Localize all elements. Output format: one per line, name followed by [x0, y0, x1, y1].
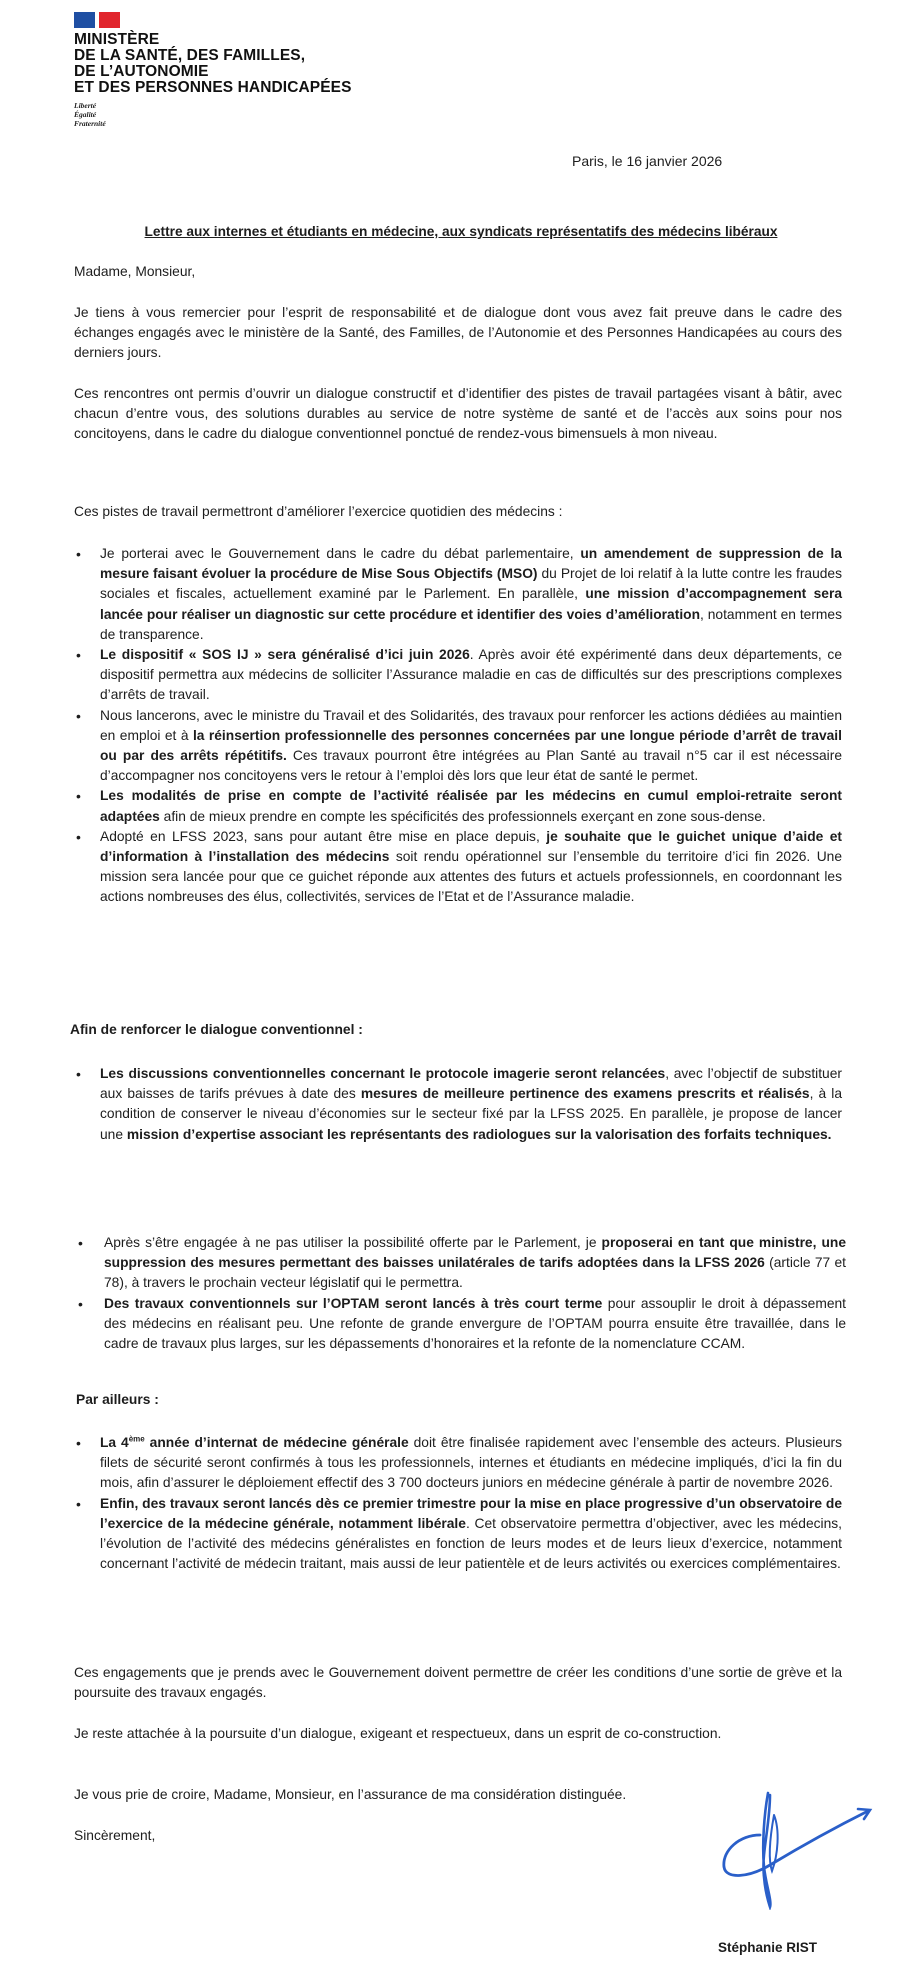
ministry-line: MINISTÈRE	[74, 31, 160, 48]
bold-text: une mission d’accompagnement sera lancée pour réaliser un diagnostic sur cette procédure et identifier des voies d’amélioration	[100, 586, 842, 622]
section2-title: Afin de renforcer le dialogue conventionnel :	[70, 1022, 363, 1037]
text-segment: Nous lancerons, avec le ministre du Travail et des Solidarités, des travaux pour renforcer les actions dédiées au maintien en emploi et à	[100, 707, 842, 743]
intro-paragraph: Je tiens à vous remercier pour l’esprit de responsabilité et de dialogue dont vous avez fait preuve dans le cadre des échanges engagés avec le ministère de la Santé, des Familles, de l’Autonomie et des Personnes Handicapées au cours des derniers jours.	[74, 305, 842, 361]
closing-paragraph: Je reste attachée à la poursuite d’un dialogue, exigeant et respectueux, dans un esprit de co-construction.	[74, 1726, 722, 1741]
handwritten-signature	[690, 1775, 890, 1910]
section1-list	[74, 544, 842, 908]
ministry-line: DE L’AUTONOMIE	[74, 63, 209, 80]
bold-text: mission d’expertise associant les représentants des radiologues sur la valorisation des forfaits techniques.	[126, 1126, 832, 1142]
bold-text: proposerai en tant que ministre, une suppression des mesures permettant des baisses unilatérales de tarifs adoptées dans la LFSS 2026	[104, 1235, 847, 1271]
text-segment: doit être finalisée rapidement avec l’ensemble des acteurs. Plusieurs filets de sécurité seront confirmés à tous les professionnels, internes et étudiants en médecine impliqués, d’ici la fin du mois, afin d’assurer le déploiement effectif des 3 700 docteurs juniors en médecine générale à partir de novembre 2026.	[100, 1435, 842, 1491]
bold-text: Enfin, des travaux seront lancés dès ce premier trimestre pour la mise en place progressive d’un observatoire de l’exercice de la médecine générale, notamment libérale	[100, 1495, 842, 1531]
bullet-item	[74, 706, 842, 787]
bullet-item	[74, 1064, 842, 1145]
intro-paragraph: Ces rencontres ont permis d’ouvrir un dialogue constructif et d’identifier des pistes de travail partagées visant à bâtir, avec chacun d’entre vous, des solutions durables au service de notre système de santé et de l’accès aux soins pour nos concitoyens, dans le cadre du dialogue conventionnel ponctué de rendez-vous bimensuels à mon niveau.	[74, 386, 842, 442]
text-segment: du Projet de loi relatif à la lutte contre les fraudes sociales et fiscales, actuellement examiné par le Parlement. En parallèle,	[100, 566, 843, 602]
text-segment: Adopté en LFSS 2023, sans pour autant être mise en place depuis,	[100, 828, 547, 844]
bold-text: un amendement de suppression de la mesure faisant évoluer la procédure de Mise Sous Objectifs (MSO)	[100, 546, 842, 582]
text-segment: Je porterai avec le Gouvernement dans le cadre du débat parlementaire,	[100, 546, 581, 561]
bullet-item	[74, 1494, 842, 1575]
motto-line: Liberté	[74, 101, 97, 110]
sign-off: Sincèrement,	[74, 1828, 156, 1843]
text-segment: afin de mieux prendre en compte les spécificités des professionnels exerçant en zone sous-dense.	[159, 808, 766, 824]
salutation: Madame, Monsieur,	[74, 264, 196, 279]
ministry-line: ET DES PERSONNES HANDICAPÉES	[74, 79, 352, 96]
bullet-item	[74, 1433, 842, 1494]
signature-loop	[724, 1811, 868, 1875]
bullet-item	[74, 827, 842, 908]
bold-text: La 4	[100, 1435, 129, 1450]
bold-text: Des travaux conventionnels sur l’OPTAM seront lancés à très court terme	[104, 1295, 603, 1311]
letter-date: Paris, le 16 janvier 2026	[572, 153, 723, 169]
bold-text: je souhaite que le guichet unique d’aide et d’information à l’installation des médecins	[100, 828, 842, 865]
text-segment: Après s’être engagée à ne pas utiliser la possibilité offerte par le Parlement, je	[104, 1235, 602, 1250]
intro-paragraph: Ces pistes de travail permettront d’améliorer l’exercice quotidien des médecins :	[74, 504, 563, 519]
text-segment: (article 77 et 78), à travers le prochain vecteur législatif qui le permettra.	[104, 1255, 846, 1291]
section2b-list	[76, 1233, 846, 1354]
bold-text: Les modalités de prise en compte de l’activité réalisée par les médecins en cumul emploi-retraite seront adaptées	[100, 788, 842, 824]
text-segment: . Cet observatoire permettra d’objectiver, avec les médecins, l’évolution de l’activité des médecins généralistes en fonction de leurs modes et de leurs lieux d’exercice, notamment concernant l’activité de médecin traitant, mais aussi de leur patientèle et de leurs activités ou exercices complémentaires.	[100, 1515, 842, 1572]
bold-text: année d’internat de médecine générale	[144, 1435, 409, 1450]
bullet-item	[76, 1294, 846, 1355]
republic-motto	[74, 101, 352, 128]
text-segment: . Après avoir été expérimenté dans deux départements, ce dispositif permettra aux médecins de solliciter l’Assurance maladie en cas de difficultés sur des prescriptions complexes d’arrêts de travail.	[100, 647, 842, 703]
bold-text: mesures de meilleure pertinence des examens prescrits et réalisés	[360, 1086, 810, 1102]
letter-subject: Lettre aux internes et étudiants en médecine, aux syndicats représentatifs des médecins libéraux	[144, 224, 778, 239]
bold-text: la réinsertion professionnelle des personnes concernées par une longue période d’arrêt de travail ou par des arrêts répétitifs.	[100, 727, 842, 764]
bold-text: Le dispositif « SOS IJ » sera généralisé d’ici juin 2026	[100, 647, 470, 663]
flag-blue-panel	[74, 12, 95, 28]
bullet-item	[76, 1233, 846, 1294]
motto-line: Égalité	[74, 110, 97, 119]
text-segment: Ces travaux pourront être intégrées au Plan Santé au travail n°5 car il est nécessaire d’accompagner nos concitoyens vers le retour à l’emploi dès lors que leur état de santé le permet.	[100, 748, 842, 784]
section3-list	[74, 1433, 842, 1574]
closing-paragraph: Ces engagements que je prends avec le Gouvernement doivent permettre de créer les conditions d’une sortie de grève et la poursuite des travaux engagés.	[74, 1665, 842, 1701]
bullet-item	[74, 786, 842, 826]
motto-line: Fraternité	[74, 119, 106, 128]
ministry-name	[74, 32, 352, 96]
text-segment: , avec l’objectif de substituer aux baisses de tarifs prévues à date des	[100, 1066, 842, 1102]
flag-red-panel	[99, 12, 120, 28]
ministry-line: DE LA SANTÉ, DES FAMILLES,	[74, 47, 306, 64]
section2-list	[74, 1064, 842, 1145]
text-segment: pour assouplir le droit à dépassement des médecins en réalisant peu. Une refonte de grande envergure de l’OPTAM pourra ensuite être travaillée, dans le cadre de travaux plus larges, sur les dépassements d’honoraires et la refonte de la nomenclature CCAM.	[104, 1295, 846, 1352]
bold-text	[129, 1435, 145, 1450]
bullet-item	[74, 544, 842, 645]
bullet-item	[74, 645, 842, 706]
signer-name: Stéphanie RIST	[718, 1940, 818, 1955]
superscript: ème	[128, 1434, 145, 1444]
text-segment: soit rendu opérationnel sur l’ensemble du territoire d’ici fin 2026. Une mission sera lancée pour que ce guichet réponde aux attentes des futurs et actuels professionnels, en coordonnant les actions nombreuses des élus, collectivités, services de l’Etat et de l’Assurance maladie.	[100, 849, 843, 905]
text-segment: , à la condition de conserver le niveau d’économies sur le secteur fixé par la LFSS 2025. En parallèle, je propose de lancer une	[100, 1086, 843, 1142]
ministry-logo	[74, 12, 352, 128]
french-flag-icon	[74, 12, 120, 28]
section3-title: Par ailleurs :	[76, 1392, 159, 1407]
closing-paragraph: Je vous prie de croire, Madame, Monsieur, en l’assurance de ma considération distinguée.	[74, 1787, 627, 1802]
bold-text: Les discussions conventionnelles concernant le protocole imagerie seront relancées	[100, 1066, 666, 1081]
text-segment: , notamment en termes de transparence.	[100, 606, 842, 642]
